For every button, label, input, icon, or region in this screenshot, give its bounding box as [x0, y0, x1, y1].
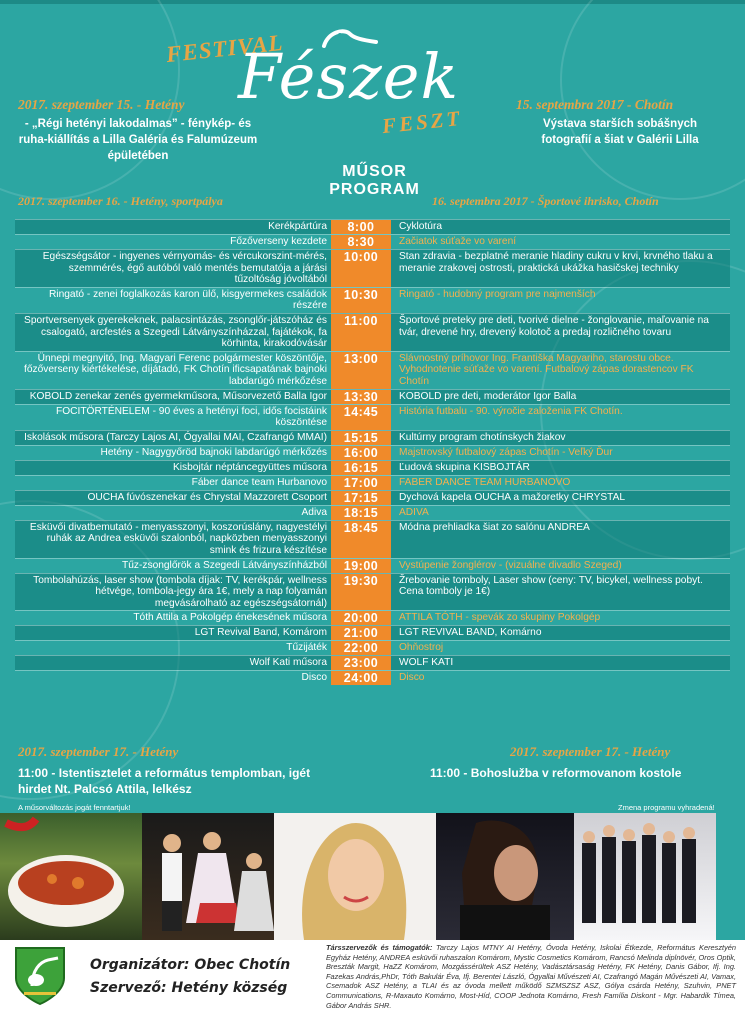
schedule-row	[15, 287, 730, 313]
schedule-row	[15, 234, 730, 249]
title-feszek: Fészek	[238, 40, 460, 113]
schedule-item-sk: Ľudová skupina KISBOJTÁR	[399, 461, 530, 473]
program-heading-hu: MŰSOR	[342, 163, 407, 180]
schedule-time: 14:45	[331, 405, 391, 430]
day1-text-sk: Výstava starších sobášnych fotografií a šiat v Galérii Lilla	[541, 118, 699, 146]
schedule-item-sk: KOBOLD pre deti, moderátor Igor Balla	[399, 390, 577, 402]
sponsors-title: Társszervezők és támogatók:	[326, 943, 433, 952]
schedule-item-sk: História futbalu - 90. výročie založenia FK Chotín.	[399, 405, 623, 417]
schedule-item-sk: Módna prehliadka šiat zo salónu ANDREA	[399, 521, 590, 533]
schedule-row	[15, 655, 730, 670]
schedule-time: 19:30	[331, 574, 391, 611]
schedule-item-hu: Tűz-zsonglőrök a Szegedi Látványszínházból	[122, 559, 327, 571]
singer-portrait-photo	[274, 813, 436, 940]
schedule-row	[15, 249, 730, 287]
day1-text-hu: - „Régi hetényi lakodalmas” - fénykép- és ruha-kiállítás a Lilla Galéria és Falumúzeum épületében	[18, 118, 258, 162]
schedule-time: 18:15	[331, 506, 391, 520]
schedule-time: 24:00	[331, 671, 391, 685]
schedule-row	[15, 389, 730, 404]
schedule-item-hu: Sportversenyek gyerekeknek, palacsintázás, zsonglőr-játszóház és csalogató, arcfestés a Szegedi Látványszínházzal, fajátékok, fa körhinta, kirakodóvásár	[24, 314, 327, 350]
schedule-time: 8:30	[331, 235, 391, 249]
day2-date-sk: 16. septembra 2017 - Športové ihrisko, Chotín	[432, 194, 659, 208]
schedule-item-hu: Tóth Attila a Pokolgép énekesének műsora	[133, 612, 327, 624]
change-note-sk: Zmena programu vyhradená!	[618, 803, 715, 812]
schedule-time: 15:15	[331, 431, 391, 445]
portrait-icon	[274, 813, 436, 940]
schedule-item-sk: Majstrovský futbalový zápas Chotín - Veľký Ďur	[399, 446, 613, 458]
schedule-time: 16:00	[331, 446, 391, 460]
schedule-row	[15, 313, 730, 351]
schedule-row	[15, 670, 730, 685]
schedule-time: 16:15	[331, 461, 391, 475]
program-heading-sk: PROGRAM	[329, 181, 420, 198]
schedule-item-hu: Esküvői divatbemutató - menyasszonyi, koszorúslány, nagyestélyi ruhák az Andrea esküvői szalonból, napközben menyasszonyi smink és frizura készítése	[29, 521, 327, 556]
folk-dance-photo	[142, 813, 274, 940]
change-note-hu: A műsorváltozás jogát fenntartjuk!	[18, 803, 131, 812]
schedule-time: 8:00	[331, 220, 391, 234]
schedule-item-hu: Wolf Kati műsora	[249, 657, 327, 669]
schedule-item-hu: Egészségsátor - ingyenes vérnyomás- és vércukorszint-mérés, szemmérés, égő autóból való mentés bemutatója a járási tűzoltóság jóvoltából	[42, 251, 327, 286]
goulash-photo	[0, 813, 142, 940]
schedule-table	[15, 219, 730, 685]
sponsors-list	[326, 943, 736, 1010]
schedule-item-hu: Adiva	[301, 506, 327, 518]
rocker-icon	[436, 813, 574, 940]
schedule-item-sk: Ohňostroj	[399, 642, 444, 654]
schedule-item-sk: Kultúrny program chotínskych žiakov	[399, 431, 566, 443]
schedule-time: 10:00	[331, 250, 391, 287]
schedule-item-hu: KOBOLD zenekar zenés gyermekműsora, Műsorvezető Balla Igor	[29, 390, 327, 402]
soup-bowl-icon	[0, 813, 142, 940]
schedule-time: 17:00	[331, 476, 391, 490]
schedule-item-hu: Kerékpártúra	[268, 221, 327, 232]
schedule-item-hu: Kisbojtár néptáncegyüttes műsora	[172, 461, 327, 473]
schedule-item-hu: Tűzijáték	[286, 642, 327, 654]
schedule-row	[15, 640, 730, 655]
schedule-time: 13:30	[331, 390, 391, 404]
schedule-item-sk: Vystúpenie žonglérov - (vizuálne divadlo Szeged)	[399, 559, 622, 571]
schedule-item-sk: Začiatok súťaže vo varení	[399, 236, 517, 247]
schedule-item-sk: FABER DANCE TEAM HURBANOVO	[399, 476, 571, 488]
coat-of-arms-icon	[14, 946, 66, 1006]
schedule-time: 11:00	[331, 314, 391, 351]
schedule-row	[15, 460, 730, 475]
photo-strip	[0, 813, 745, 940]
schedule-item-sk: LGT REVIVAL BAND, Komárno	[399, 627, 542, 639]
schedule-item-hu: Főzőverseny kezdete	[230, 236, 327, 247]
schedule-item-hu: Iskolások műsora (Tarczy Lajos AI, Ógyallai MAI, Czafrangó MMAI)	[24, 431, 327, 443]
organizer-sk: Organizátor: Obec Chotín	[90, 957, 291, 973]
schedule-time: 18:45	[331, 521, 391, 558]
schedule-item-sk: Cyklotúra	[399, 221, 443, 232]
schedule-row	[15, 219, 730, 234]
schedule-item-hu: Tombolahúzás, laser show (tombola díjak: TV, kerékpár, wellness hétvége, tombola-jegy ára 1€, mely a nap folyamán megvásárolható az egészségsátornál)	[33, 574, 327, 609]
schedule-time: 21:00	[331, 626, 391, 640]
day3-text-sk: 11:00 - Bohoslužba v reformovanom kostole	[430, 766, 682, 780]
schedule-time: 20:00	[331, 611, 391, 625]
schedule-item-sk: Športové preteky pre deti, tvorivé dielne - žonglovanie, maľovanie na tvár, drevené hry, drevený kolotoč a predaj rozličného tovaru	[399, 314, 709, 338]
schedule-row	[15, 445, 730, 460]
schedule-time: 10:30	[331, 288, 391, 313]
schedule-time: 13:00	[331, 352, 391, 389]
title-festival: FESTIVAL	[164, 29, 285, 68]
schedule-item-hu: Hetény - Nagygyőröd bajnoki labdarúgó mérkőzés	[100, 446, 327, 458]
sponsors-text: Tarczy Lajos MTNY AI Hetény, Óvoda Hetény, Iskolai Étkezde, Református Keresztyén Egyház Hetény, ANDREA esküvői ruhaszalon Komárom, Mystic Cosmetics Komárom, Rancsó Melinda diplnövér, Oros Optik, Breszták Margit, HaZZ Komárom, Mozgássérültek ASZ Hetény, Vadásztársaság Hetény, FK Hetény, Danis Gábor, Ifj. Ing. Fazekas András,PhDr, Tóth Bakulár Éva, Ifj. Berentei László, Ógyallai Művészeti AI, Czafrangó Magán Művészeti AI, Vamax, Csemadok ASZ Hetény, a TLAI és az óvoda mellett működő SZMSZSZ ASZ, Gólya csárda Hetény, Szuhvin, PNET Communications, R-Maxauto Komárno, Most-Híd, COOP Jednota Komárno, Fresh Família Diskont - Mgr. Habardik Tímea, Gábor András SHR.	[326, 943, 736, 1010]
schedule-item-sk: Disco	[399, 672, 425, 684]
schedule-item-sk: ADIVA	[399, 506, 429, 518]
footer	[0, 940, 745, 1024]
schedule-row	[15, 573, 730, 611]
schedule-row	[15, 430, 730, 445]
schedule-time: 19:00	[331, 559, 391, 573]
schedule-row	[15, 505, 730, 520]
schedule-row	[15, 558, 730, 573]
day3-date-hu: 2017. szeptember 17. - Hetény	[18, 744, 179, 759]
team-icon	[574, 813, 716, 940]
day2-date-hu: 2017. szeptember 16. - Hetény, sportpálya	[18, 194, 223, 208]
schedule-row	[15, 520, 730, 558]
title-feszt: FESZT	[380, 105, 464, 139]
dancers-icon	[142, 813, 274, 940]
schedule-item-hu: Fáber dance team Hurbanovo	[191, 476, 327, 488]
schedule-item-sk: ATTILA TÓTH - spevák zo skupiny Pokolgép	[399, 612, 601, 624]
schedule-item-sk: Slávnostný príhovor Ing. Františka Magyariho, starostu obce. Vyhodnotenie súťaže vo varení. Futbalový zápas dorastencov FK Chotín	[399, 352, 694, 387]
schedule-time: 22:00	[331, 641, 391, 655]
day1-date-hu: 2017. szeptember 15. - Hetény	[18, 97, 185, 112]
day3-date-sk: 2017. szeptember 17. - Hetény	[510, 744, 671, 759]
schedule-item-sk: Stan zdravia - bezplatné meranie hladiny cukru v krvi, krvného tlaku a meranie zrakovej ostrosti, praktická ukážka hasičskej techniky	[399, 251, 713, 274]
schedule-row	[15, 404, 730, 430]
schedule-item-hu: LGT Revival Band, Komárom	[194, 627, 327, 639]
schedule-item-hu: Ringató - zenei foglalkozás karon ülő, kisgyermekes családok részére	[48, 288, 327, 312]
dance-team-photo	[574, 813, 716, 940]
schedule-item-hu: Disco	[301, 672, 327, 684]
rock-singer-photo	[436, 813, 574, 940]
schedule-item-hu: FOCITÖRTÉNELEM - 90 éves a hetényi foci, idős focistáink köszöntése	[55, 405, 327, 429]
program-heading	[327, 163, 422, 199]
schedule-row	[15, 351, 730, 389]
schedule-row	[15, 625, 730, 640]
schedule-row	[15, 610, 730, 625]
schedule-row	[15, 475, 730, 490]
schedule-time: 17:15	[331, 491, 391, 505]
schedule-item-hu: OUCHA fúvószenekar és Chrystal Mazzorett Csoport	[87, 491, 327, 503]
organizer-hu: Szervező: Hetény község	[90, 980, 288, 996]
day3-text-hu: 11:00 - Istentisztelet a református templomban, igét hirdet Nt. Palcsó Attila, lelkész	[18, 766, 311, 796]
day1-date-sk: 15. septembra 2017 - Chotín	[516, 97, 674, 112]
schedule-item-sk: Žrebovanie tomboly, Laser show (ceny: TV, bicykel, wellness pobyt. Cena tomboly je 1€)	[399, 574, 703, 598]
schedule-row	[15, 490, 730, 505]
schedule-item-sk: Dychová kapela OUCHA a mažoretky CHRYSTAL	[399, 491, 626, 503]
schedule-item-sk: Ringató - hudobný program pre najmenších	[399, 288, 596, 300]
schedule-time: 23:00	[331, 656, 391, 670]
schedule-item-sk: WOLF KATI	[399, 657, 454, 669]
schedule-item-hu: Ünnepi megnyitó, Ing. Magyari Ferenc polgármester köszöntője, főzőverseny kiértékelése, díjátadó, FK Chotín ificsapatának bajnoki labdarúgó mérkőzése	[24, 352, 327, 387]
